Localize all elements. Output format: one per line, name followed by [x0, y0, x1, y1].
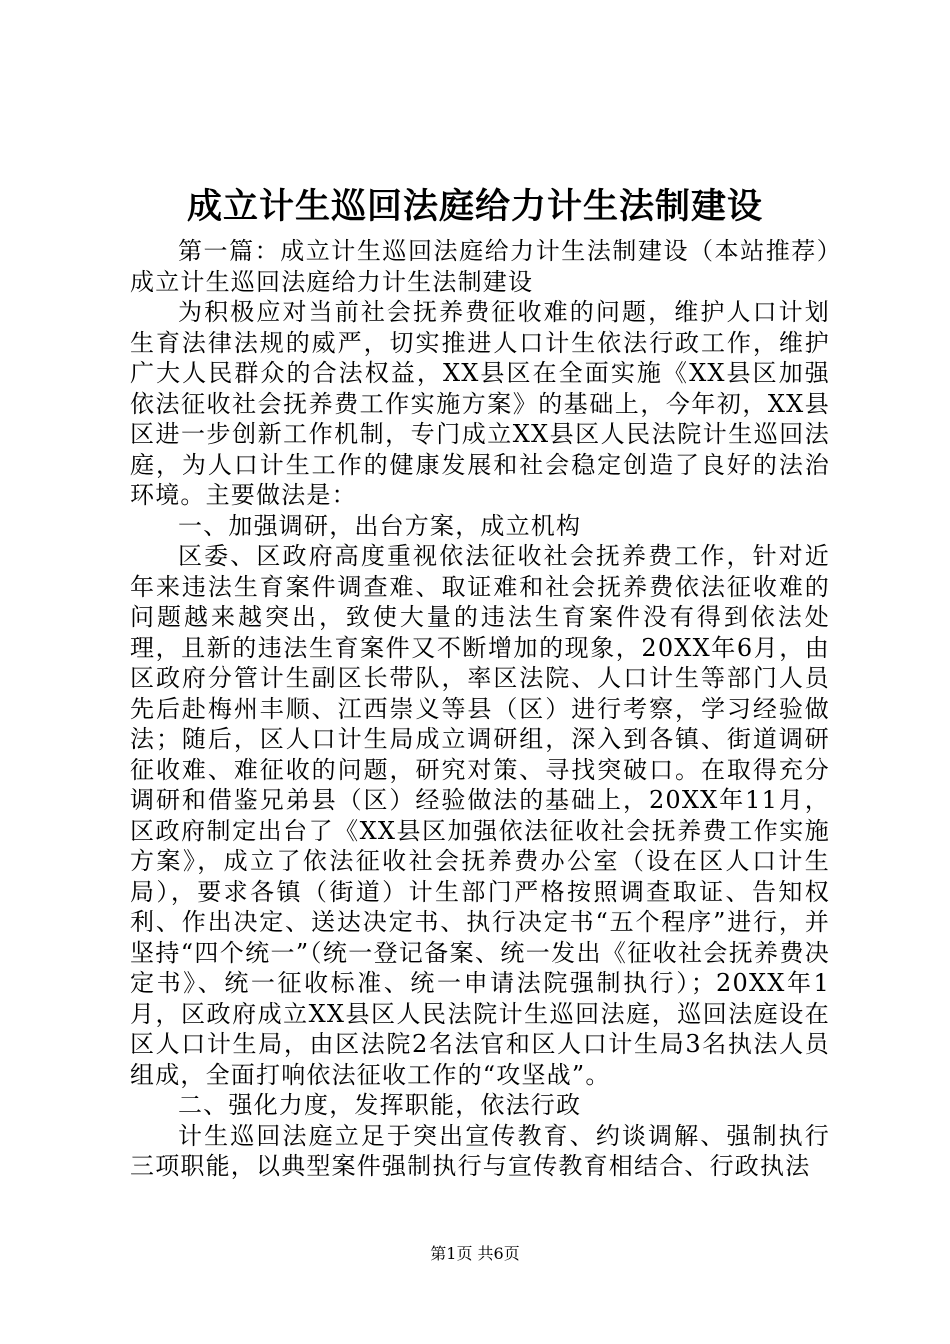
- paragraph-section-1: 区委、区政府高度重视依法征收社会抚养费工作，针对近年来违法生育案件调查难、取证难和社会抚养费依法征收难的问题越来越突出，致使大量的违法生育案件没有得到依法处理，且新的违法生育案件又不断增加的现象，20XX年6月，由区政府分管计生副区长带队，率区法院、人口计生等部门人员先后赴梅州丰顺、江西崇义等县（区）进行考察，学习经验做法；随后，区人口计生局成立调研组，深入到各镇、街道调研征收难、难征收的问题，研究对策、寻找突破口。在取得充分调研和借鉴兄弟县（区）经验做法的基础上，20XX年11月，区政府制定出台了《XX县区加强依法征收社会抚养费工作实施方案》，成立了依法征收社会抚养费办公室（设在区人口计生局），要求各镇（街道）计生部门严格按照调查取证、告知权利、作出决定、送达决定书、执行决定书“五个程序”进行，并坚持“四个统一”（统一登记备案、统一发出《征收社会抚养费决定书》、统一征收标准、统一申请法院强制执行）；20XX年1月，区政府成立XX县区人民法院计生巡回法庭，巡回法庭设在区人口计生局，由区法院2名法官和区人口计生局3名执法人员组成，全面打响依法征收工作的“攻坚战”。: [130, 542, 830, 1089]
- document-body: [130, 236, 830, 1182]
- paragraph-background: 为积极应对当前社会抚养费征收难的问题，维护人口计划生育法律法规的威严，切实推进人口计生依法行政工作，维护广大人民群众的合法权益，XX县区在全面实施《XX县区加强依法征收社会抚养费工作实施方案》的基础上，今年初，XX县区进一步创新工作机制，专门成立XX县区人民法院计生巡回法庭，为人口计生工作的健康发展和社会稳定创造了良好的法治环境。主要做法是：: [130, 298, 830, 509]
- section-heading-2: 二、强化力度，发挥职能，依法行政: [178, 1091, 582, 1119]
- paragraph-section-2: 计生巡回法庭立足于突出宣传教育、约谈调解、强制执行三项职能，以典型案件强制执行与宣传教育相结合、行政执法: [130, 1121, 830, 1180]
- page-footer: 第1页 共6页: [430, 1244, 520, 1263]
- document-title: 成立计生巡回法庭给力计生法制建设: [186, 186, 763, 227]
- paragraph-intro: 第一篇：成立计生巡回法庭给力计生法制建设（本站推荐）成立计生巡回法庭给力计生法制建设: [130, 237, 830, 296]
- section-heading-1: 一、加强调研，出台方案，成立机构: [178, 511, 582, 540]
